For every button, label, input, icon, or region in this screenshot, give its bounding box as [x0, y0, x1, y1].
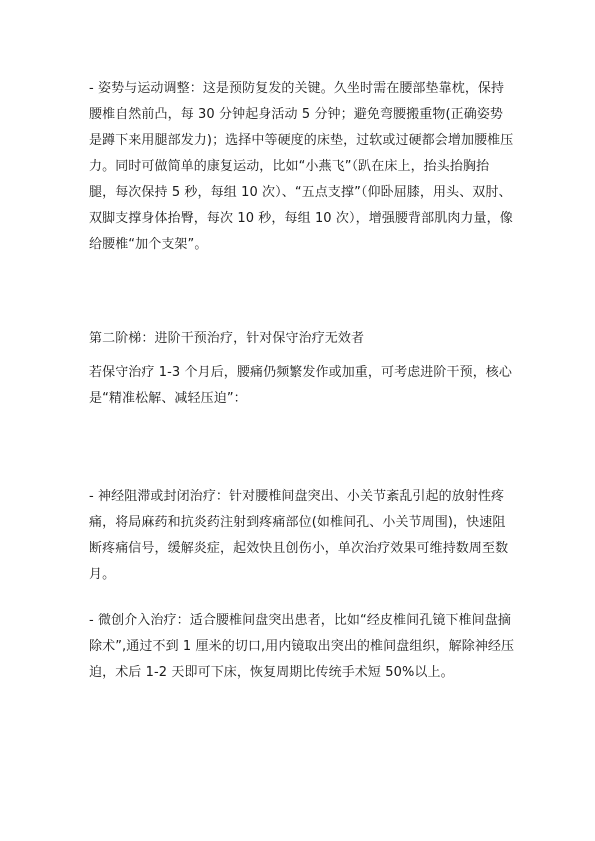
- paragraph-posture-exercise: - 姿势与运动调整：这是预防复发的关键。久坐时需在腰部垫靠枕，保持腰椎自然前凸，每 30 分钟起身活动 5 分钟；避免弯腰搬重物(正确姿势是蹲下来用腿部发力)；选择中等硬度的床垫，过软或过硬都会增加腰椎压力。同时可做简单的康复运动，比如“小燕飞”（趴在床上，抬头抬胸抬腿，每次保持 5 秒，每组 10 次）、“五点支撑”（仰卧屈膝，用头、双肘、双脚支撑身体抬臀，每次 10 秒，每组 10 次），增强腰背部肌肉力量，像给腰椎“加个支架”。: [89, 81, 514, 252]
- paragraph-nerve-block: - 神经阻滞或封闭治疗：针对腰椎间盘突出、小关节紊乱引起的放射性疼痛，将局麻药和抗炎药注射到疼痛部位(如椎间孔、小关节周围)，快速阻断疼痛信号，缓解炎症，起效快且创伤小，单次治疗效果可维持数周至数月。: [89, 489, 509, 582]
- paragraph-advanced-intervention-intro: 若保守治疗 1-3 个月后，腰痛仍频繁发作或加重，可考虑进阶干预，核心是“精准松解、减轻压迫”：: [89, 365, 512, 406]
- paragraph-minimally-invasive: - 微创介入治疗：适合腰椎间盘突出患者，比如“经皮椎间孔镜下椎间盘摘除术”,通过不到 1 厘米的切口,用内镜取出突出的椎间盘组织，解除神经压迫，术后 1-2 天即可下床，恢复周期比传统手术短 50%以上。: [89, 613, 515, 680]
- section-heading-second-stage: 第二阶梯：进阶干预治疗，针对保守治疗无效者: [89, 331, 365, 346]
